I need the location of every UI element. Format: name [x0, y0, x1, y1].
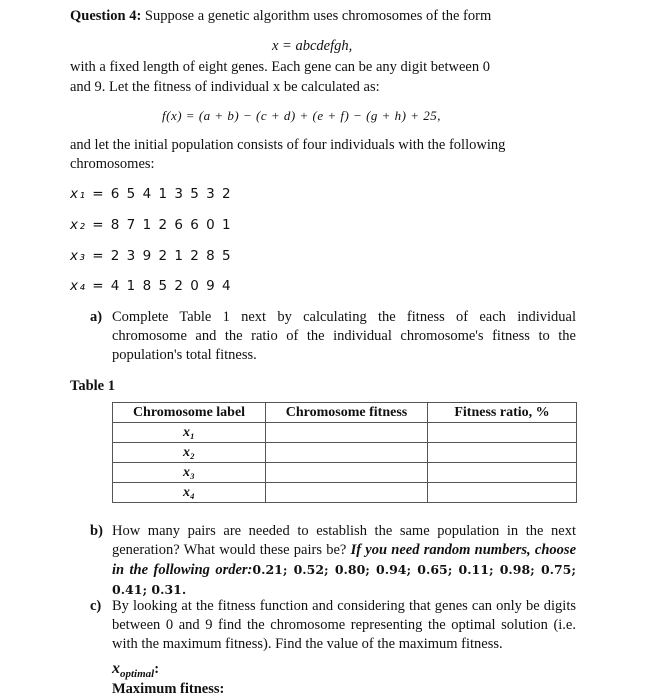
ratio-cell[interactable]	[428, 483, 577, 503]
part-a-text: Complete Table 1 next by calculating the fitness of each individual chromosome and the ratio of the individual chromosome's fitness to the population's total fitness.	[112, 309, 576, 363]
table-row: x₁	[113, 423, 577, 443]
fitness-table	[112, 402, 577, 503]
part-a-marker: a)	[90, 309, 103, 325]
part-c-marker: c)	[90, 598, 102, 614]
table-row: x₂	[113, 443, 577, 463]
header-chromosome-label: Chromosome label	[113, 403, 266, 423]
chromosome-x1: x₁ = 6 5 4 1 3 5 3 2	[70, 186, 233, 202]
chromosome-x3: x₃ = 2 3 9 2 1 2 8 5	[70, 248, 233, 264]
fitness-cell[interactable]	[266, 443, 428, 463]
ratio-cell[interactable]	[428, 463, 577, 483]
text-line: and 9. Let the fitness of individual x be calculated as:	[70, 79, 380, 95]
header-fitness-ratio: Fitness ratio, %	[428, 403, 577, 423]
question-label: Question 4:	[70, 8, 142, 24]
text-line: and let the initial population consists of four individuals with the following	[70, 137, 506, 153]
ratio-cell[interactable]	[428, 443, 577, 463]
table-row: x₄	[113, 483, 577, 503]
fitness-cell[interactable]	[266, 463, 428, 483]
text-line: with a fixed length of eight genes. Each gene can be any digit between 0	[70, 59, 490, 75]
fitness-formula: f(x) = (a + b) − (c + d) + (e + f) − (g + h) + 25,	[162, 108, 442, 123]
table-caption: Table 1	[70, 378, 115, 394]
intro-text: Suppose a genetic algorithm uses chromosomes of the form	[144, 8, 492, 24]
header-chromosome-fitness: Chromosome fitness	[266, 403, 428, 423]
text-line: chromosomes:	[70, 156, 155, 172]
max-fitness-label: Maximum fitness:	[112, 681, 225, 697]
part-b-text: How many pairs are needed to establish the same population in the next generation? What would these pairs be? If you need random numbers, choose in the following order:0.21; 0.52; 0.80; 0.94; 0.65; 0.11; 0.98; 0.75; 0.41; 0.31.	[112, 523, 577, 597]
ratio-cell[interactable]	[428, 423, 577, 443]
x-optimal-label: $x_{optimal}$:	[112, 660, 160, 680]
fitness-cell[interactable]	[266, 423, 428, 443]
part-b-marker: b)	[90, 523, 103, 539]
table-row: x₃	[113, 463, 577, 483]
part-c-text: By looking at the fitness function and considering that genes can only be digits between 0 and 9 find the chromosome representing the optimal solution (i.e. with the maximum fitness). Find the value of the maximum fitness.	[112, 598, 576, 652]
chromosome-x4: x₄ = 4 1 8 5 2 0 9 4	[70, 278, 233, 294]
question-intro	[70, 7, 491, 25]
form-equation: x = abcdefgh,	[272, 38, 353, 54]
fitness-cell[interactable]	[266, 483, 428, 503]
chromosome-x2: x₂ = 8 7 1 2 6 6 0 1	[70, 217, 233, 233]
